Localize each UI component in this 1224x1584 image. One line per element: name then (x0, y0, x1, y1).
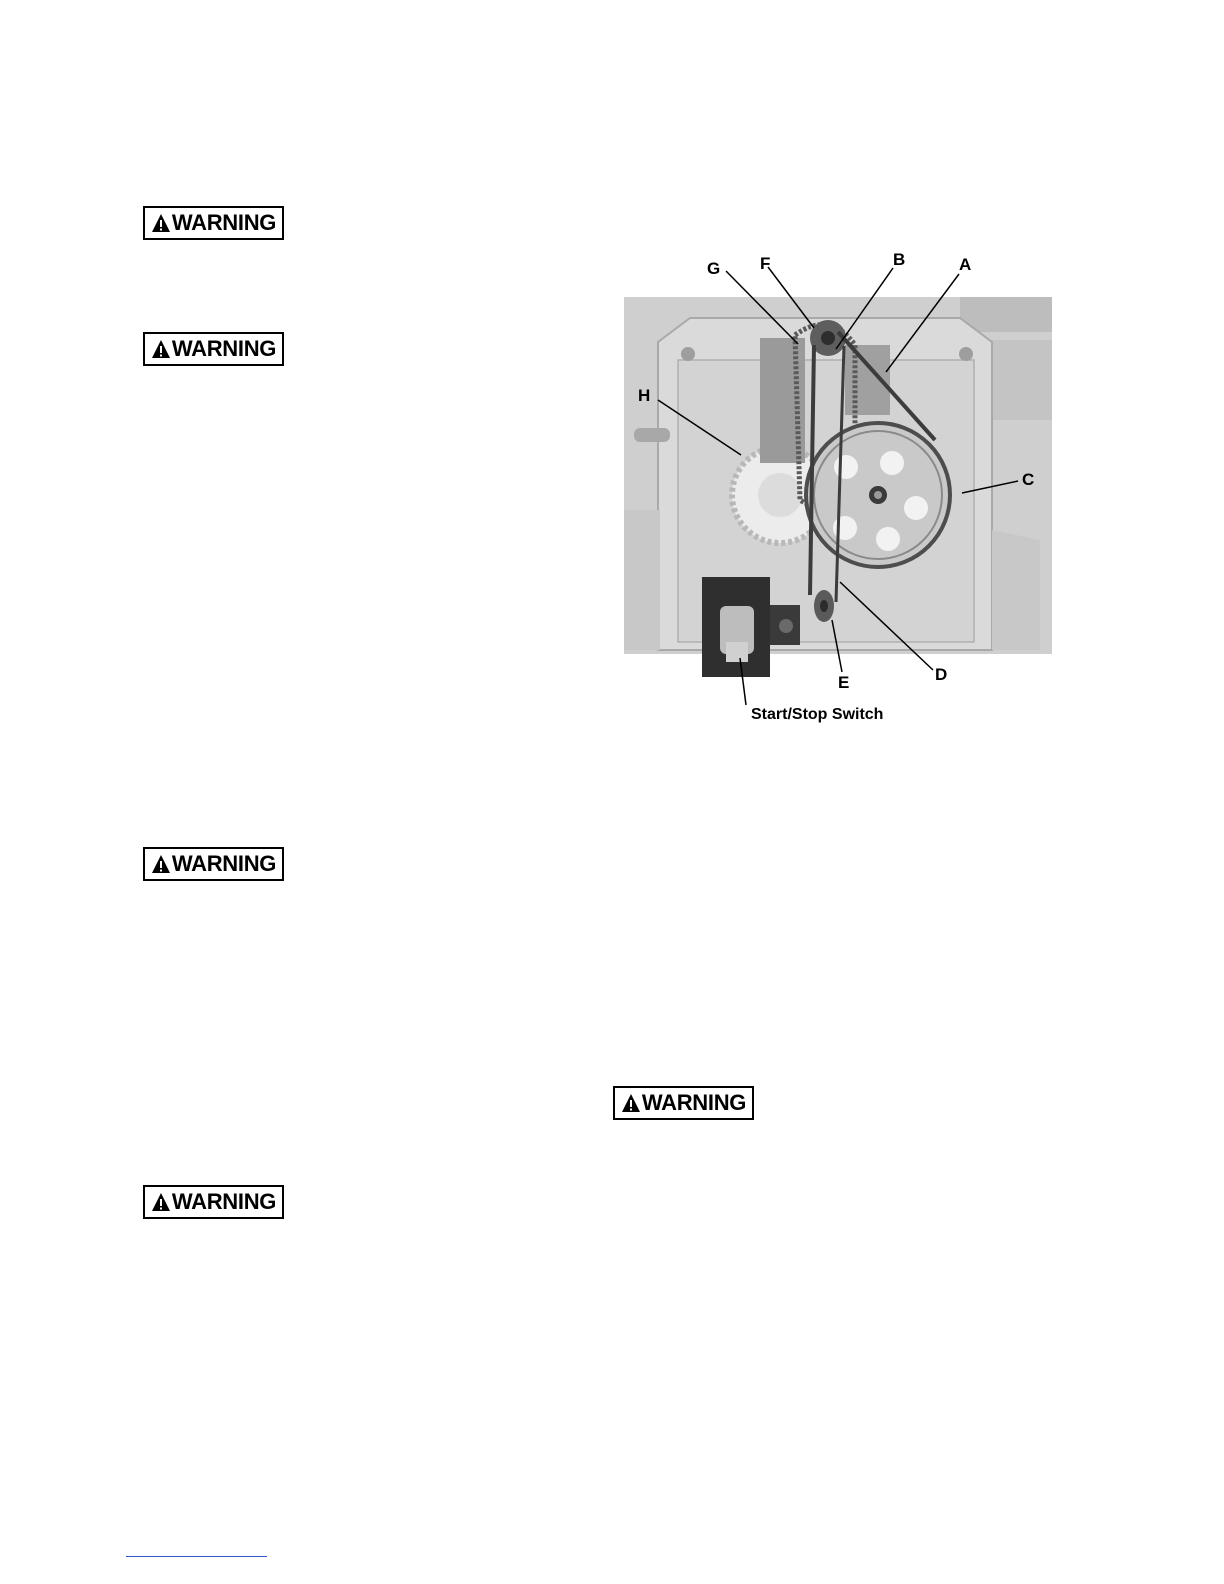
callout-label-e: E (838, 673, 850, 692)
callout-label-b: B (893, 250, 906, 269)
warning-triangle-icon (151, 213, 171, 233)
warning-label-4 (143, 1185, 284, 1219)
warning-label-1 (143, 206, 284, 240)
callout-label-d: D (935, 665, 948, 684)
callout-label-a: A (959, 255, 972, 274)
drive-mechanism-figure (600, 250, 1060, 730)
figure-caption: Start/Stop Switch (751, 706, 884, 723)
warning-text: WARNING (171, 851, 277, 876)
warning-triangle-icon (151, 339, 171, 359)
warning-triangle-icon (151, 854, 171, 874)
warning-text: WARNING (171, 336, 277, 361)
warning-text: WARNING (641, 1090, 747, 1115)
callout-label-g: G (707, 259, 721, 278)
callout-label-c: C (1022, 470, 1035, 489)
warning-label-2 (143, 332, 284, 366)
warning-triangle-icon (151, 1192, 171, 1212)
warning-text: WARNING (171, 1189, 277, 1214)
callout-label-f: F (760, 254, 771, 273)
warning-text: WARNING (171, 210, 277, 235)
footer-rule (126, 1556, 267, 1557)
callout-label-h: H (638, 386, 651, 405)
drive-mechanism-photo (600, 250, 1060, 730)
warning-label-3 (143, 847, 284, 881)
warning-label-5 (613, 1086, 754, 1120)
warning-triangle-icon (621, 1093, 641, 1113)
